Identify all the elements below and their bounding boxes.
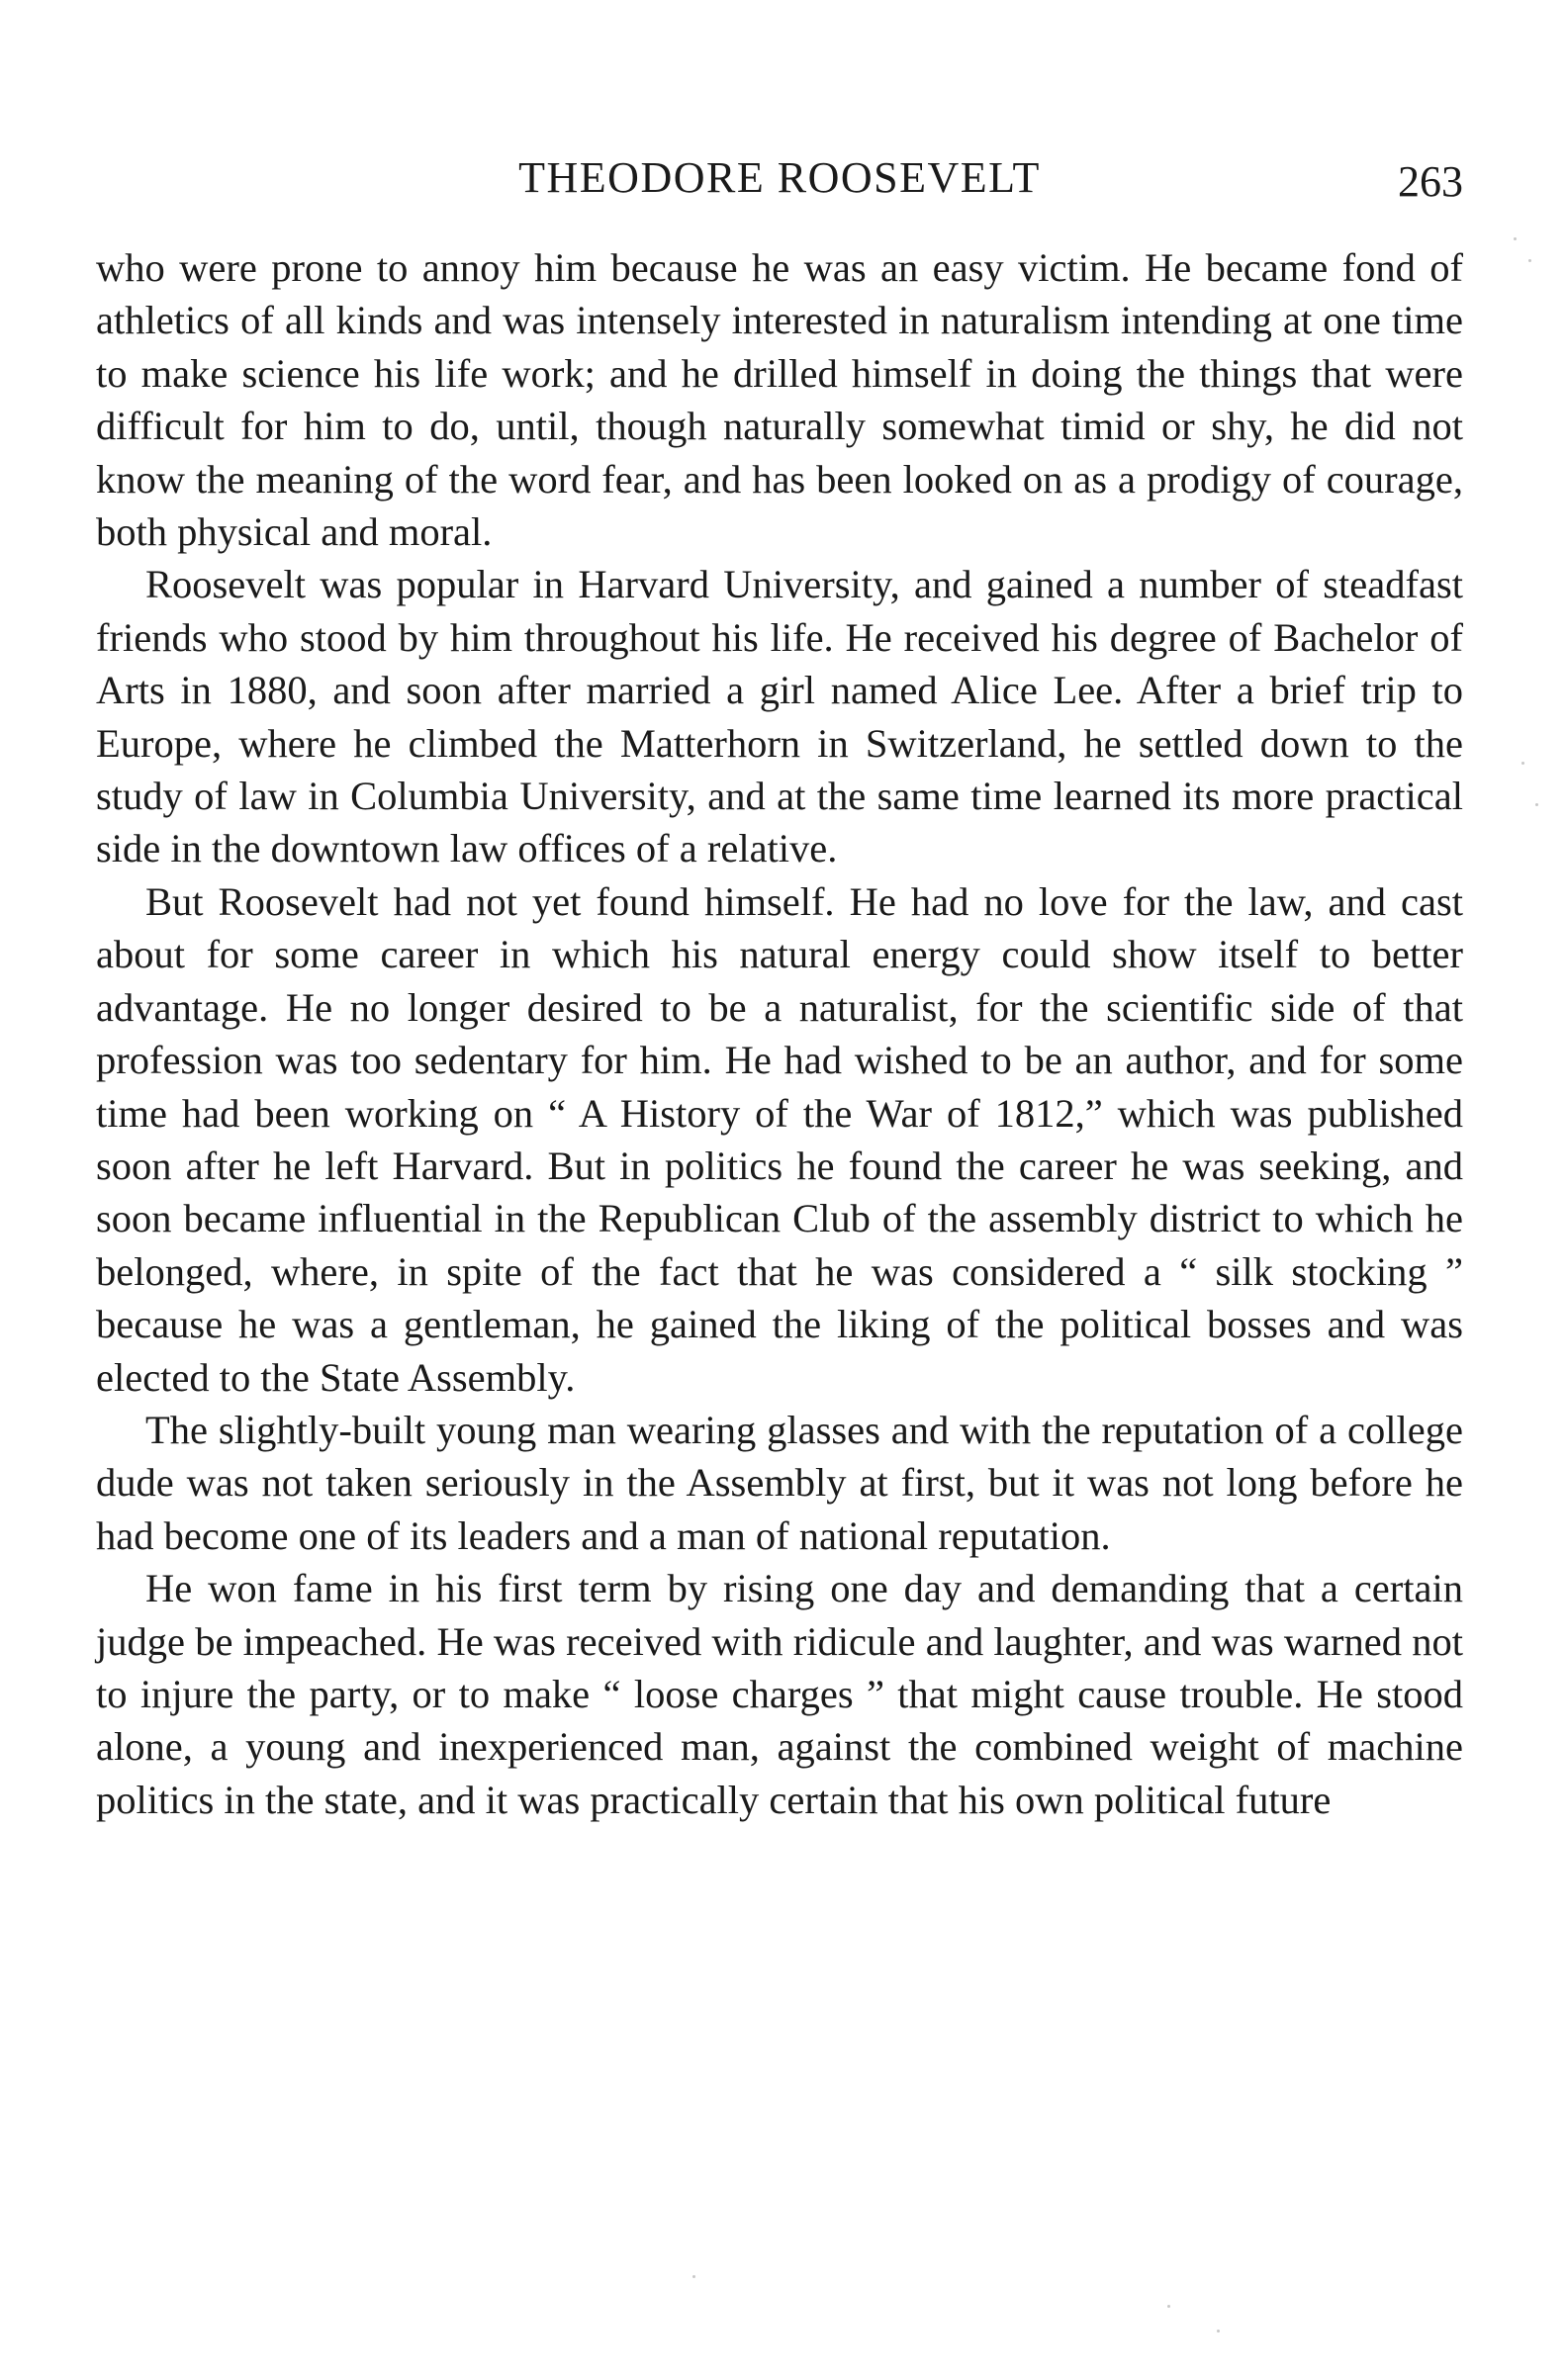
scan-speck — [1217, 2330, 1220, 2333]
running-title: THEODORE ROOSEVELT — [518, 153, 1041, 202]
scan-speck — [1535, 803, 1538, 806]
paragraph-assembly: The slightly-built young man wearing glasses and with the reputation of a college dude was not taken seriously in the Assembly at first, but it was not long before he had become one of its leaders and a man of national reputation. — [96, 1407, 1463, 1558]
running-head — [96, 148, 1463, 208]
scan-speck — [1528, 259, 1531, 262]
page-number: 263 — [1398, 157, 1463, 206]
body-text — [96, 241, 1463, 1826]
paragraph-politics: But Roosevelt had not yet found himself. He had no love for the law, and cast about for some career in which his natural energy could show itself to better advantage. He no longer desired to be a naturalist, for the scientific side of that profession was too sedentary for him. He had wished to be an author, and for some time had been working on “ A History of the War of 1812,” which was published soon after he left Harvard. But in politics he found the career he was seeking, and soon became influential in the Republican Club of the assembly district to which he belonged, where, in spite of the fact that he was considered a “ silk stocking ” because he was a gentleman, he gained the liking of the political bosses and was elected to the State Assembly. — [96, 878, 1463, 1400]
scan-speck — [1521, 762, 1524, 765]
scan-speck — [1514, 237, 1517, 240]
scan-speck — [692, 2275, 695, 2278]
paragraph-harvard: Roosevelt was popular in Harvard University, and gained a number of steadfast friends who stood by him throughout his life. He received his degree of Bachelor of Arts in 1880, and soon after married a girl named Alice Lee. After a brief trip to Europe, where he climbed the Matterhorn in Switzerland, he settled down to the study of law in Columbia University, and at the same time learned its more practical side in the downtown law offices of a relative. — [96, 562, 1463, 871]
scan-speck — [1167, 2305, 1170, 2308]
paragraph-impeachment: He won fame in his first term by rising one day and demanding that a certain judge be impeached. He was received with ridicule and laughter, and was warned not to injure the party, or to make “ loose charges ” that might cause trouble. He stood alone, a young and inexperienced man, against the combined weight of machine politics in the state, and it was practically certain that his own political future — [96, 1566, 1463, 1822]
paragraph-continued: who were prone to annoy him because he was an easy victim. He became fond of athletics of all kinds and was intensely interested in naturalism intending at one time to make science his life work; and he drilled himself in doing the things that were difficult for him to do, until, though naturally somewhat timid or shy, he did not know the meaning of the word fear, and has been looked on as a prodigy of courage, both physical and moral. — [96, 245, 1463, 555]
